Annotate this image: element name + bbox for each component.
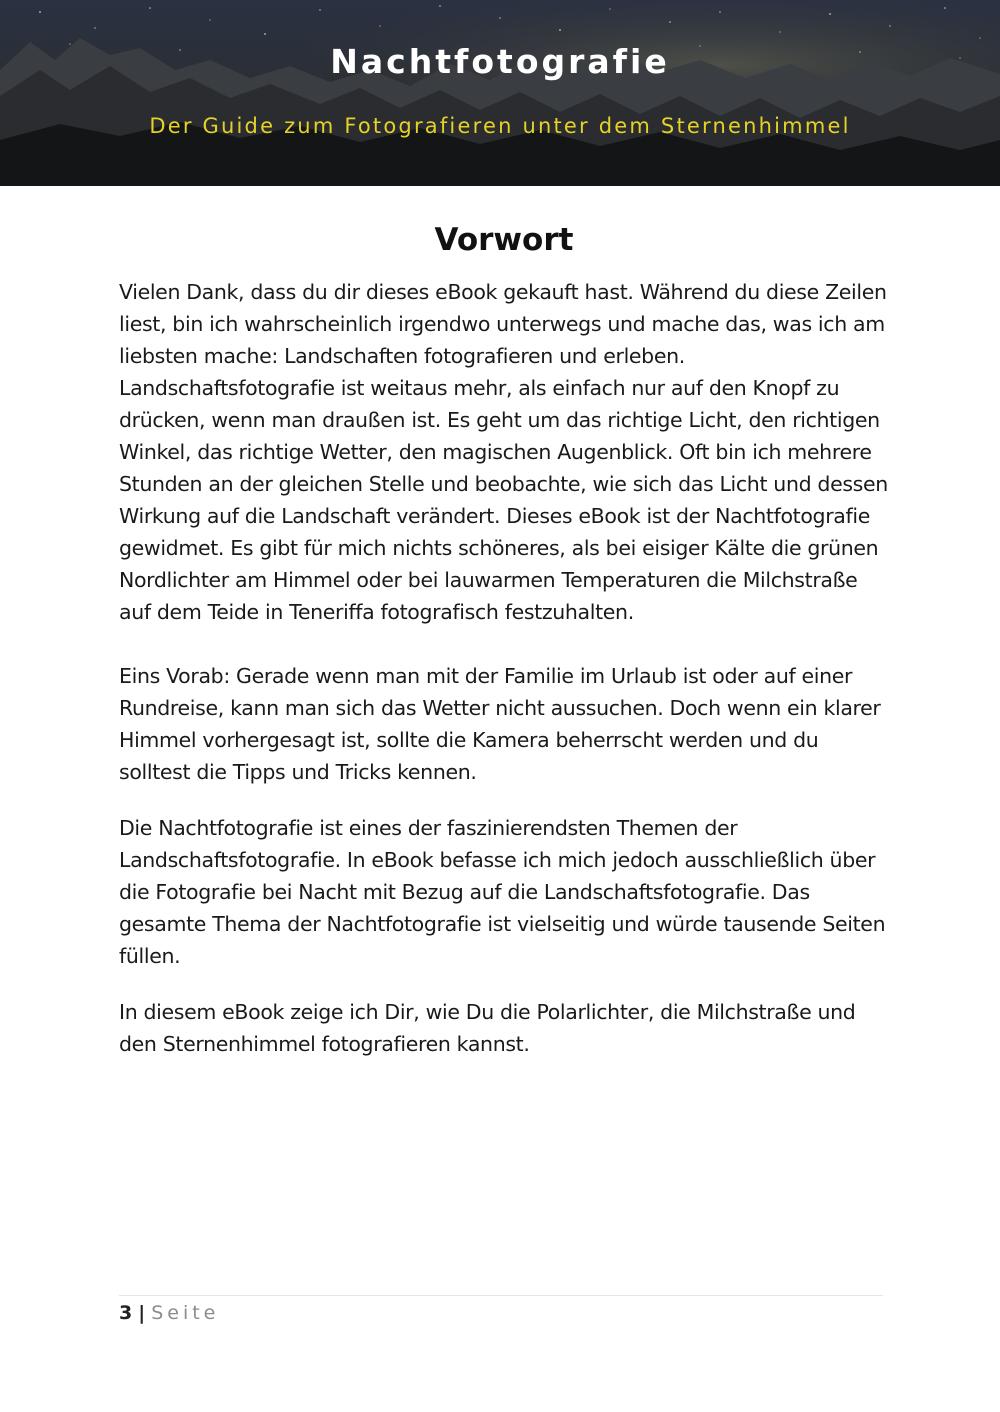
header-subtitle: Der Guide zum Fotografieren unter dem Sternenhimmel xyxy=(149,114,851,138)
header-title: Nachtfotografie xyxy=(330,42,670,81)
paragraph-4: In diesem eBook zeige ich Dir, wie Du die Polarlichter, die Milchstraße und den Sternenhimmel fotografieren kannst. xyxy=(119,1000,856,1056)
paragraph-1: Vielen Dank, dass du dir dieses eBook gekauft hast. Während du diese Zeilen liest, bin ich wahrscheinlich irgendwo unterwegs und mache das, was ich am liebsten mache: Landschaften fotografieren und erleben. Landschaftsfotografie ist weitaus mehr, als einfach nur auf den Knopf zu drücken, wenn man draußen ist. Es geht um das richtige Licht, den richtigen Winkel, das richtige Wetter, den magischen Augenblick. Oft bin ich mehrere Stunden an der gleichen Stelle und beobachte, wie sich das Licht und dessen Wirkung auf die Landschaft verändert. Dieses eBook ist der Nachtfotografie gewidmet. Es gibt für mich nichts schöneres, als bei eisiger Kälte die grünen Nordlichter am Himmel oder bei lauwarmen Temperaturen die Milchstraße auf dem Teide in Teneriffa fotografisch festzuhalten. xyxy=(119,280,888,624)
paragraph-3: Die Nachtfotografie ist eines der faszinierendsten Themen der Landschaftsfotografie. In eBook befasse ich mich jedoch ausschließlich über die Fotografie bei Nacht mit Bezug auf die Landschaftsfotografie. Das gesamte Thema der Nachtfotografie ist vielseitig und würde tausende Seiten füllen. xyxy=(119,816,886,968)
footer-divider xyxy=(119,1295,883,1296)
page-footer xyxy=(119,1300,219,1326)
header-banner xyxy=(0,0,1000,186)
main-content xyxy=(119,218,889,1060)
page-number: 3 xyxy=(119,1302,133,1324)
page-separator: | xyxy=(138,1302,146,1324)
paragraph-2: Eins Vorab: Gerade wenn man mit der Familie im Urlaub ist oder auf einer Rundreise, kann man sich das Wetter nicht aussuchen. Doch wenn ein klarer Himmel vorhergesagt ist, sollte die Kamera beherrscht werden und du solltest die Tipps und Tricks kennen. xyxy=(119,664,881,784)
page-label: Seite xyxy=(151,1302,220,1324)
mountain-night-sky-icon xyxy=(0,0,1000,186)
section-heading: Vorwort xyxy=(434,222,574,258)
